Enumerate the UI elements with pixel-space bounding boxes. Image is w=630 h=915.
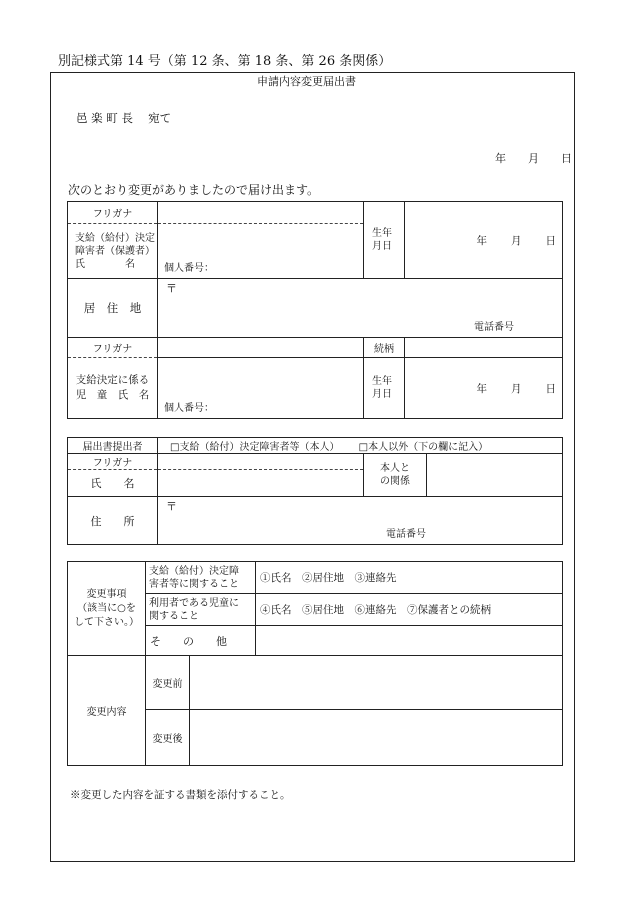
category-child-options[interactable]: ④氏名 ⑤居住地 ⑥連絡先 ⑦保護者との続柄 (256, 594, 563, 626)
birth-date-field[interactable]: 年 月 日 (405, 202, 563, 279)
category-person-options[interactable]: ①氏名 ②居住地 ③連絡先 (256, 562, 563, 594)
person-name-label: 支給（給付）決定 障害者（保護者） 氏 名 (68, 224, 158, 279)
furigana2-input[interactable] (158, 338, 364, 358)
submitter-table (67, 437, 563, 545)
submitter-furigana-label: フリガナ (68, 454, 158, 470)
category-other-input[interactable] (256, 626, 563, 656)
relation-input[interactable] (405, 338, 563, 358)
relation-label: 続柄 (364, 338, 405, 358)
changes-table (67, 561, 563, 766)
after-label: 変更後 (146, 710, 190, 766)
birth-label: 生年 月日 (364, 202, 405, 279)
birth2-date-field[interactable]: 年 月 日 (405, 358, 563, 419)
month-label: 月 (528, 152, 539, 165)
before-input[interactable] (190, 656, 563, 710)
submitter-furigana-input[interactable] (158, 454, 364, 470)
applicant-table (67, 201, 563, 419)
relation-to-person-label: 本人と の関係 (364, 454, 427, 497)
change-content-label: 変更内容 (68, 656, 146, 766)
submitter-phone-label: 電話番号 (386, 529, 427, 540)
form-reference: 別記様式第 14 号（第 12 条、第 18 条、第 26 条関係） (58, 54, 392, 69)
after-input[interactable] (190, 710, 563, 766)
before-label: 変更前 (146, 656, 190, 710)
submitter-name-label: 氏 名 (68, 470, 158, 497)
submitter-name-input[interactable] (158, 470, 364, 497)
form-title: 申請内容変更届出書 (257, 75, 356, 88)
individual-number-label: 個人番号： (164, 263, 214, 274)
change-items-label: 変更事項 （該当に○を して下さい。） (68, 562, 146, 656)
year-label: 年 (495, 152, 506, 165)
phone-label: 電話番号 (474, 322, 514, 333)
postal-mark: 〒 (166, 282, 177, 295)
day-label: 日 (561, 152, 572, 165)
furigana-input[interactable] (158, 202, 364, 224)
addressee: 邑 楽 町 長 宛て (76, 111, 172, 125)
submitter-address-input[interactable] (158, 497, 563, 545)
submitter-address-label: 住 所 (68, 497, 158, 545)
individual-number-label-2: 個人番号： (164, 403, 214, 414)
category-other-label: そ の 他 (146, 626, 256, 656)
furigana-label: フリガナ (68, 202, 158, 224)
person-name-input[interactable] (158, 224, 364, 279)
submitter-label: 届出書提出者 (68, 438, 158, 454)
child-name-label: 支給決定に係る 児 童 氏 名 (68, 358, 158, 419)
option-self-checkbox[interactable]: □支給（給付）決定障害者等（本人） (170, 442, 340, 453)
child-name-input[interactable] (158, 358, 364, 419)
submitter-options (158, 438, 563, 454)
footer-note: ※変更した内容を証する書類を添付すること。 (70, 789, 291, 801)
category-child-label: 利用者である児童に 関すること (146, 594, 256, 626)
residence-label: 居 住 地 (68, 279, 158, 338)
intro-text: 次のとおり変更がありましたので届け出ます。 (68, 183, 320, 197)
submission-date (490, 150, 572, 166)
birth2-label: 生年 月日 (364, 358, 405, 419)
postal-mark-2: 〒 (166, 500, 177, 513)
relation-to-person-input[interactable] (427, 454, 563, 497)
option-other-checkbox[interactable]: □本人以外（下の欄に記入） (358, 442, 489, 453)
furigana2-label: フリガナ (68, 338, 158, 358)
residence-input[interactable] (158, 279, 563, 338)
category-person-label: 支給（給付）決定障 害者等に関すること (146, 562, 256, 594)
